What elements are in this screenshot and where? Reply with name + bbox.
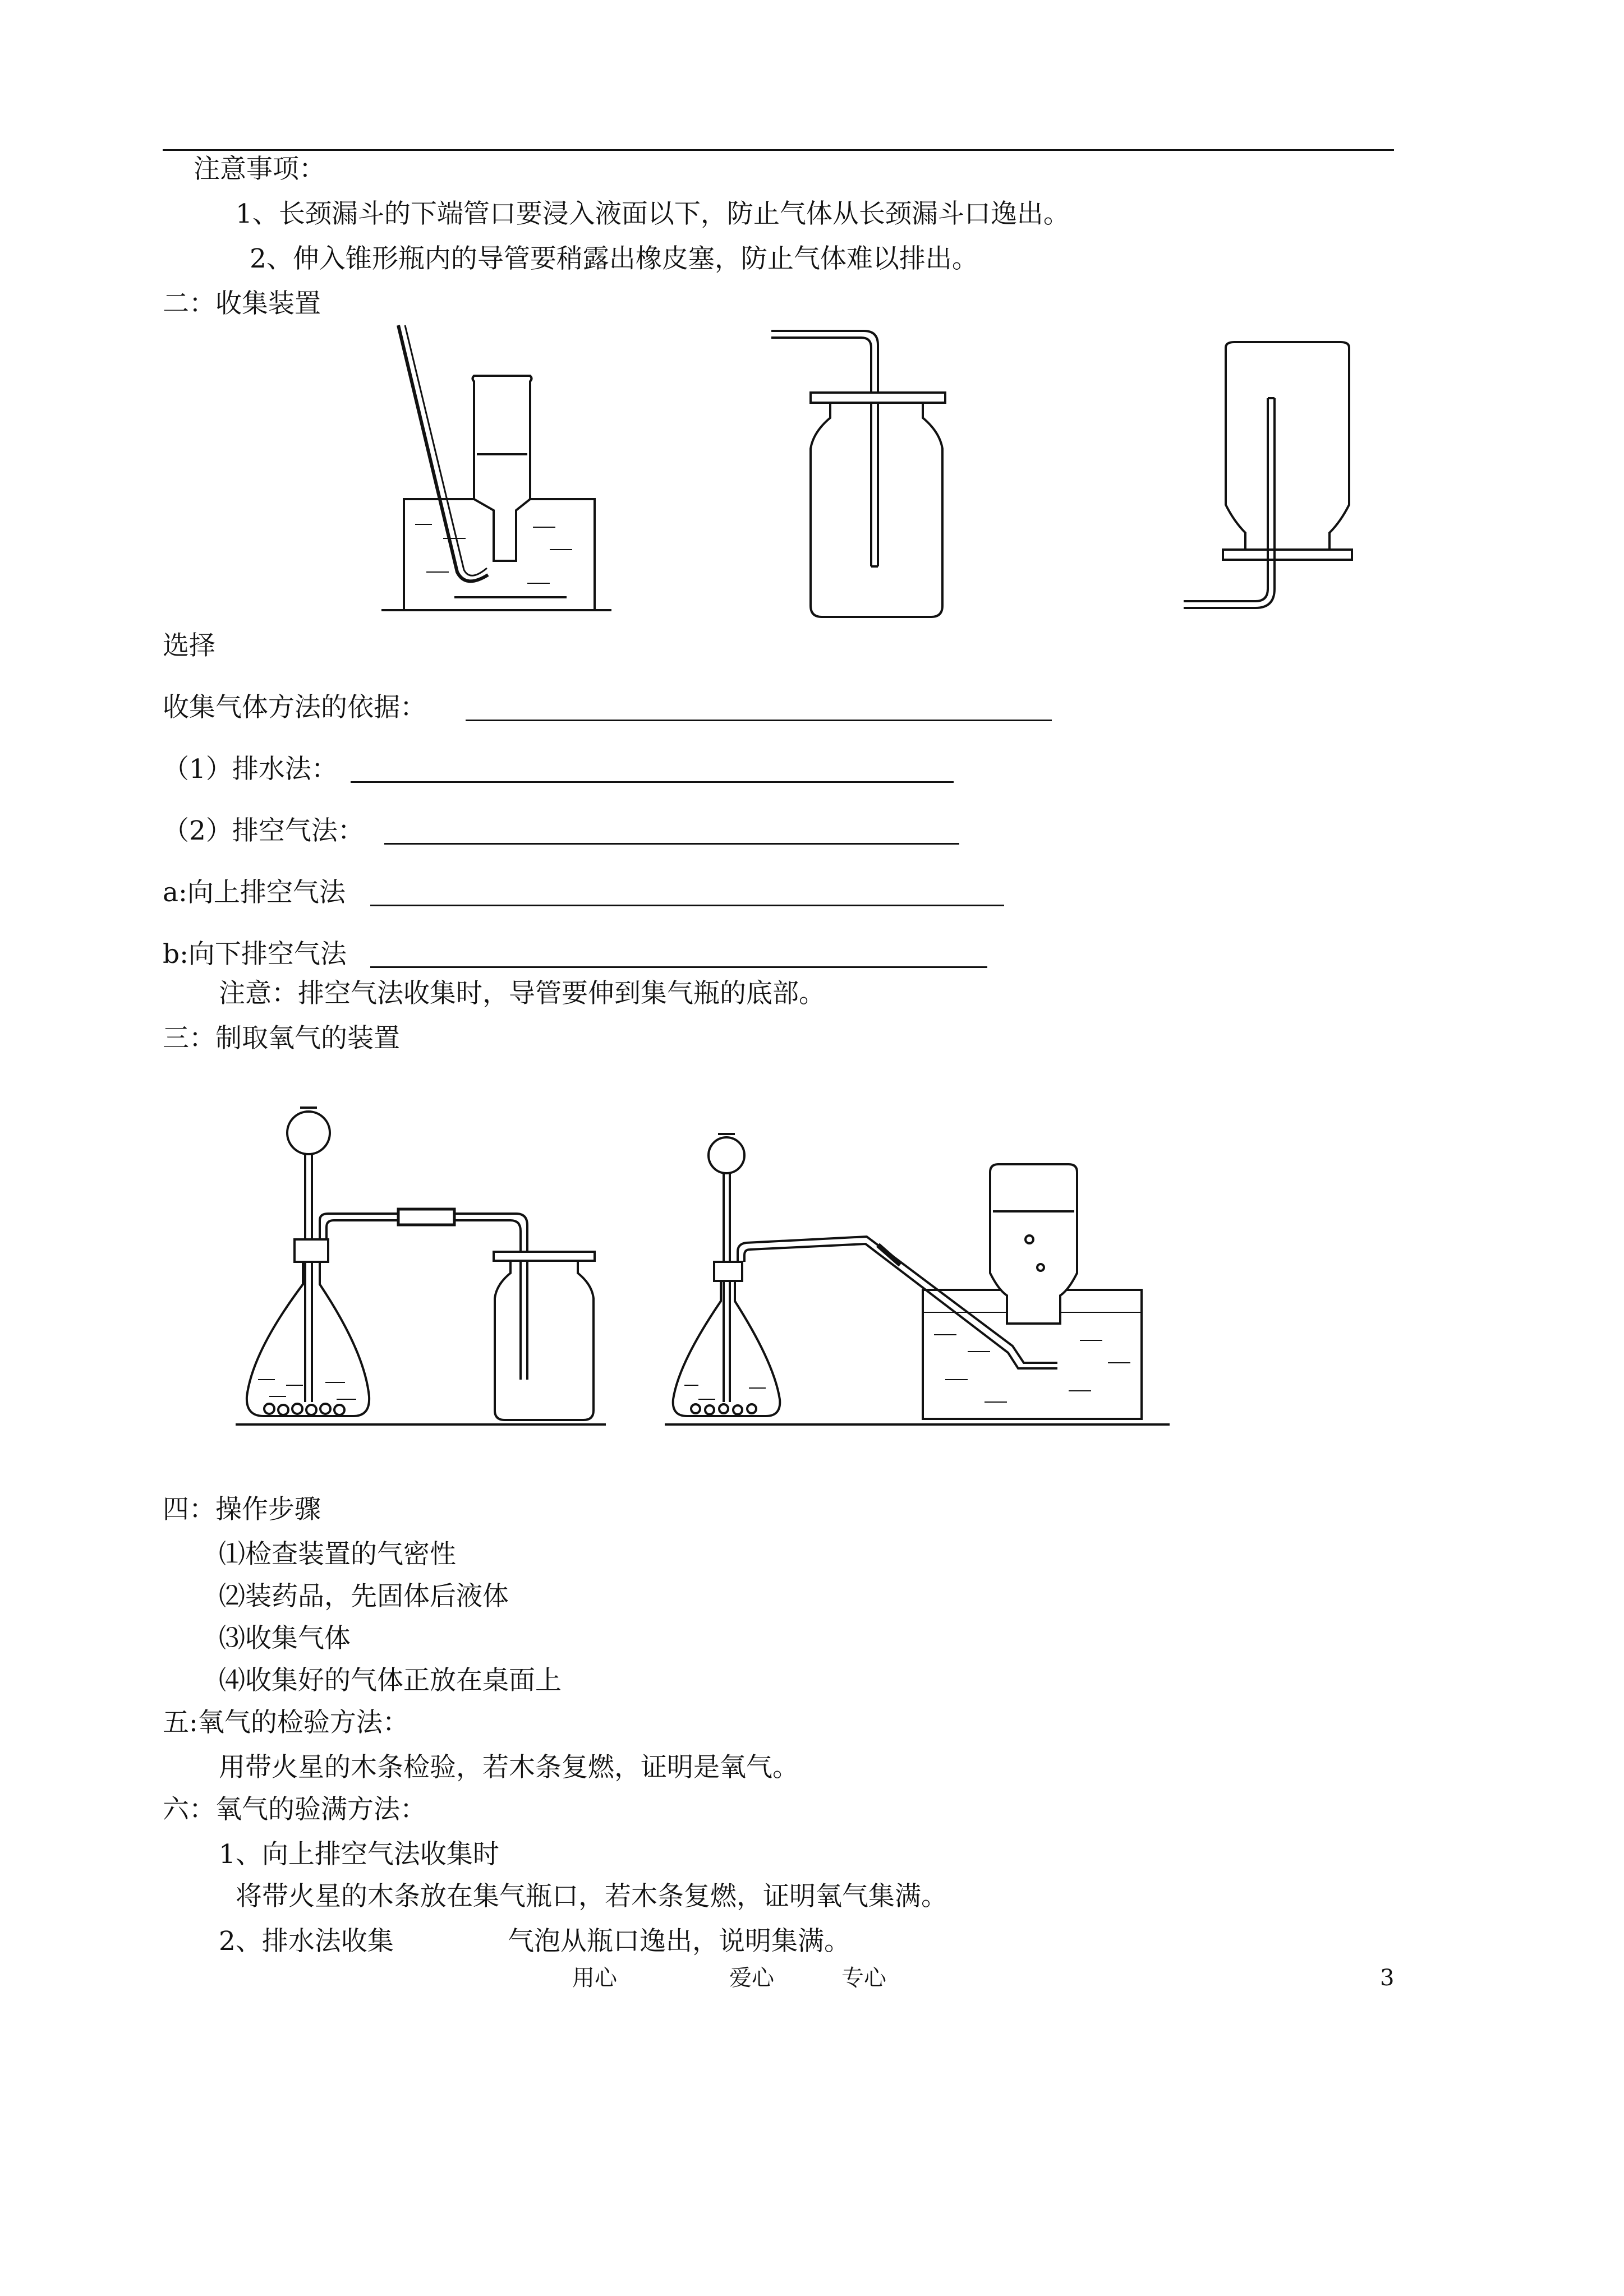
section6-item-1-detail: 将带火星的木条放在集气瓶口，若木条复燃，证明氧气集满。	[236, 1881, 947, 1912]
note-item-2: 2、伸入锥形瓶内的导管要稍露出橡皮塞，防止气体难以排出。	[250, 243, 978, 274]
select-label: 选择	[163, 630, 215, 661]
step-3: ⑶收集气体	[219, 1623, 351, 1654]
header-rule	[163, 149, 1394, 151]
basis-label: 收集气体方法的依据：	[163, 692, 426, 723]
section6-heading: 六：氧气的验满方法：	[163, 1794, 426, 1825]
section2-heading: 二：收集装置	[163, 288, 321, 319]
step-2: ⑵装药品，先固体后液体	[219, 1581, 509, 1612]
downward-air-displacement-figure	[1184, 342, 1352, 623]
step-1: ⑴检查装置的气密性	[219, 1539, 456, 1570]
method-b-blank	[370, 966, 987, 968]
section6-item-1: 1、向上排空气法收集时	[219, 1839, 499, 1870]
page-number: 3	[1380, 1965, 1395, 1991]
method-a-blank	[370, 905, 1004, 906]
upward-air-displacement-figure	[771, 325, 951, 623]
notes-title: 注意事项：	[194, 154, 325, 185]
section6-item-2-left: 2、排水法收集	[219, 1926, 394, 1957]
section4-heading: 四：操作步骤	[163, 1494, 321, 1525]
basis-blank	[466, 720, 1052, 721]
section5-text: 用带火星的木条检验，若木条复燃，证明是氧气。	[219, 1752, 799, 1783]
method1-label: （1）排水法：	[163, 754, 338, 785]
section5-heading: 五:氧气的检验方法：	[163, 1707, 409, 1738]
oxygen-apparatus-upward-air-figure	[236, 1099, 628, 1430]
method1-blank	[351, 781, 954, 783]
step-4: ⑷收集好的气体正放在桌面上	[219, 1665, 562, 1696]
method-b-label: b:向下排空气法	[163, 939, 347, 970]
water-displacement-figure	[381, 325, 617, 617]
method2-blank	[384, 843, 959, 845]
section3-heading: 三：制取氧气的装置	[163, 1023, 400, 1054]
footer-motto-2: 爱心	[729, 1965, 774, 1991]
section2-note: 注意：排空气法收集时，导管要伸到集气瓶的底部。	[219, 978, 825, 1009]
note-item-1: 1、长颈漏斗的下端管口要浸入液面以下，防止气体从长颈漏斗口逸出。	[236, 199, 1070, 229]
oxygen-apparatus-water-displacement-figure	[665, 1127, 1170, 1430]
footer-motto-3: 专心	[841, 1965, 886, 1991]
footer-motto-1: 用心	[572, 1965, 617, 1991]
section6-item-2-right: 气泡从瓶口逸出，说明集满。	[508, 1926, 850, 1957]
method2-label: （2）排空气法：	[163, 815, 364, 846]
method-a-label: a:向上排空气法	[163, 877, 346, 908]
